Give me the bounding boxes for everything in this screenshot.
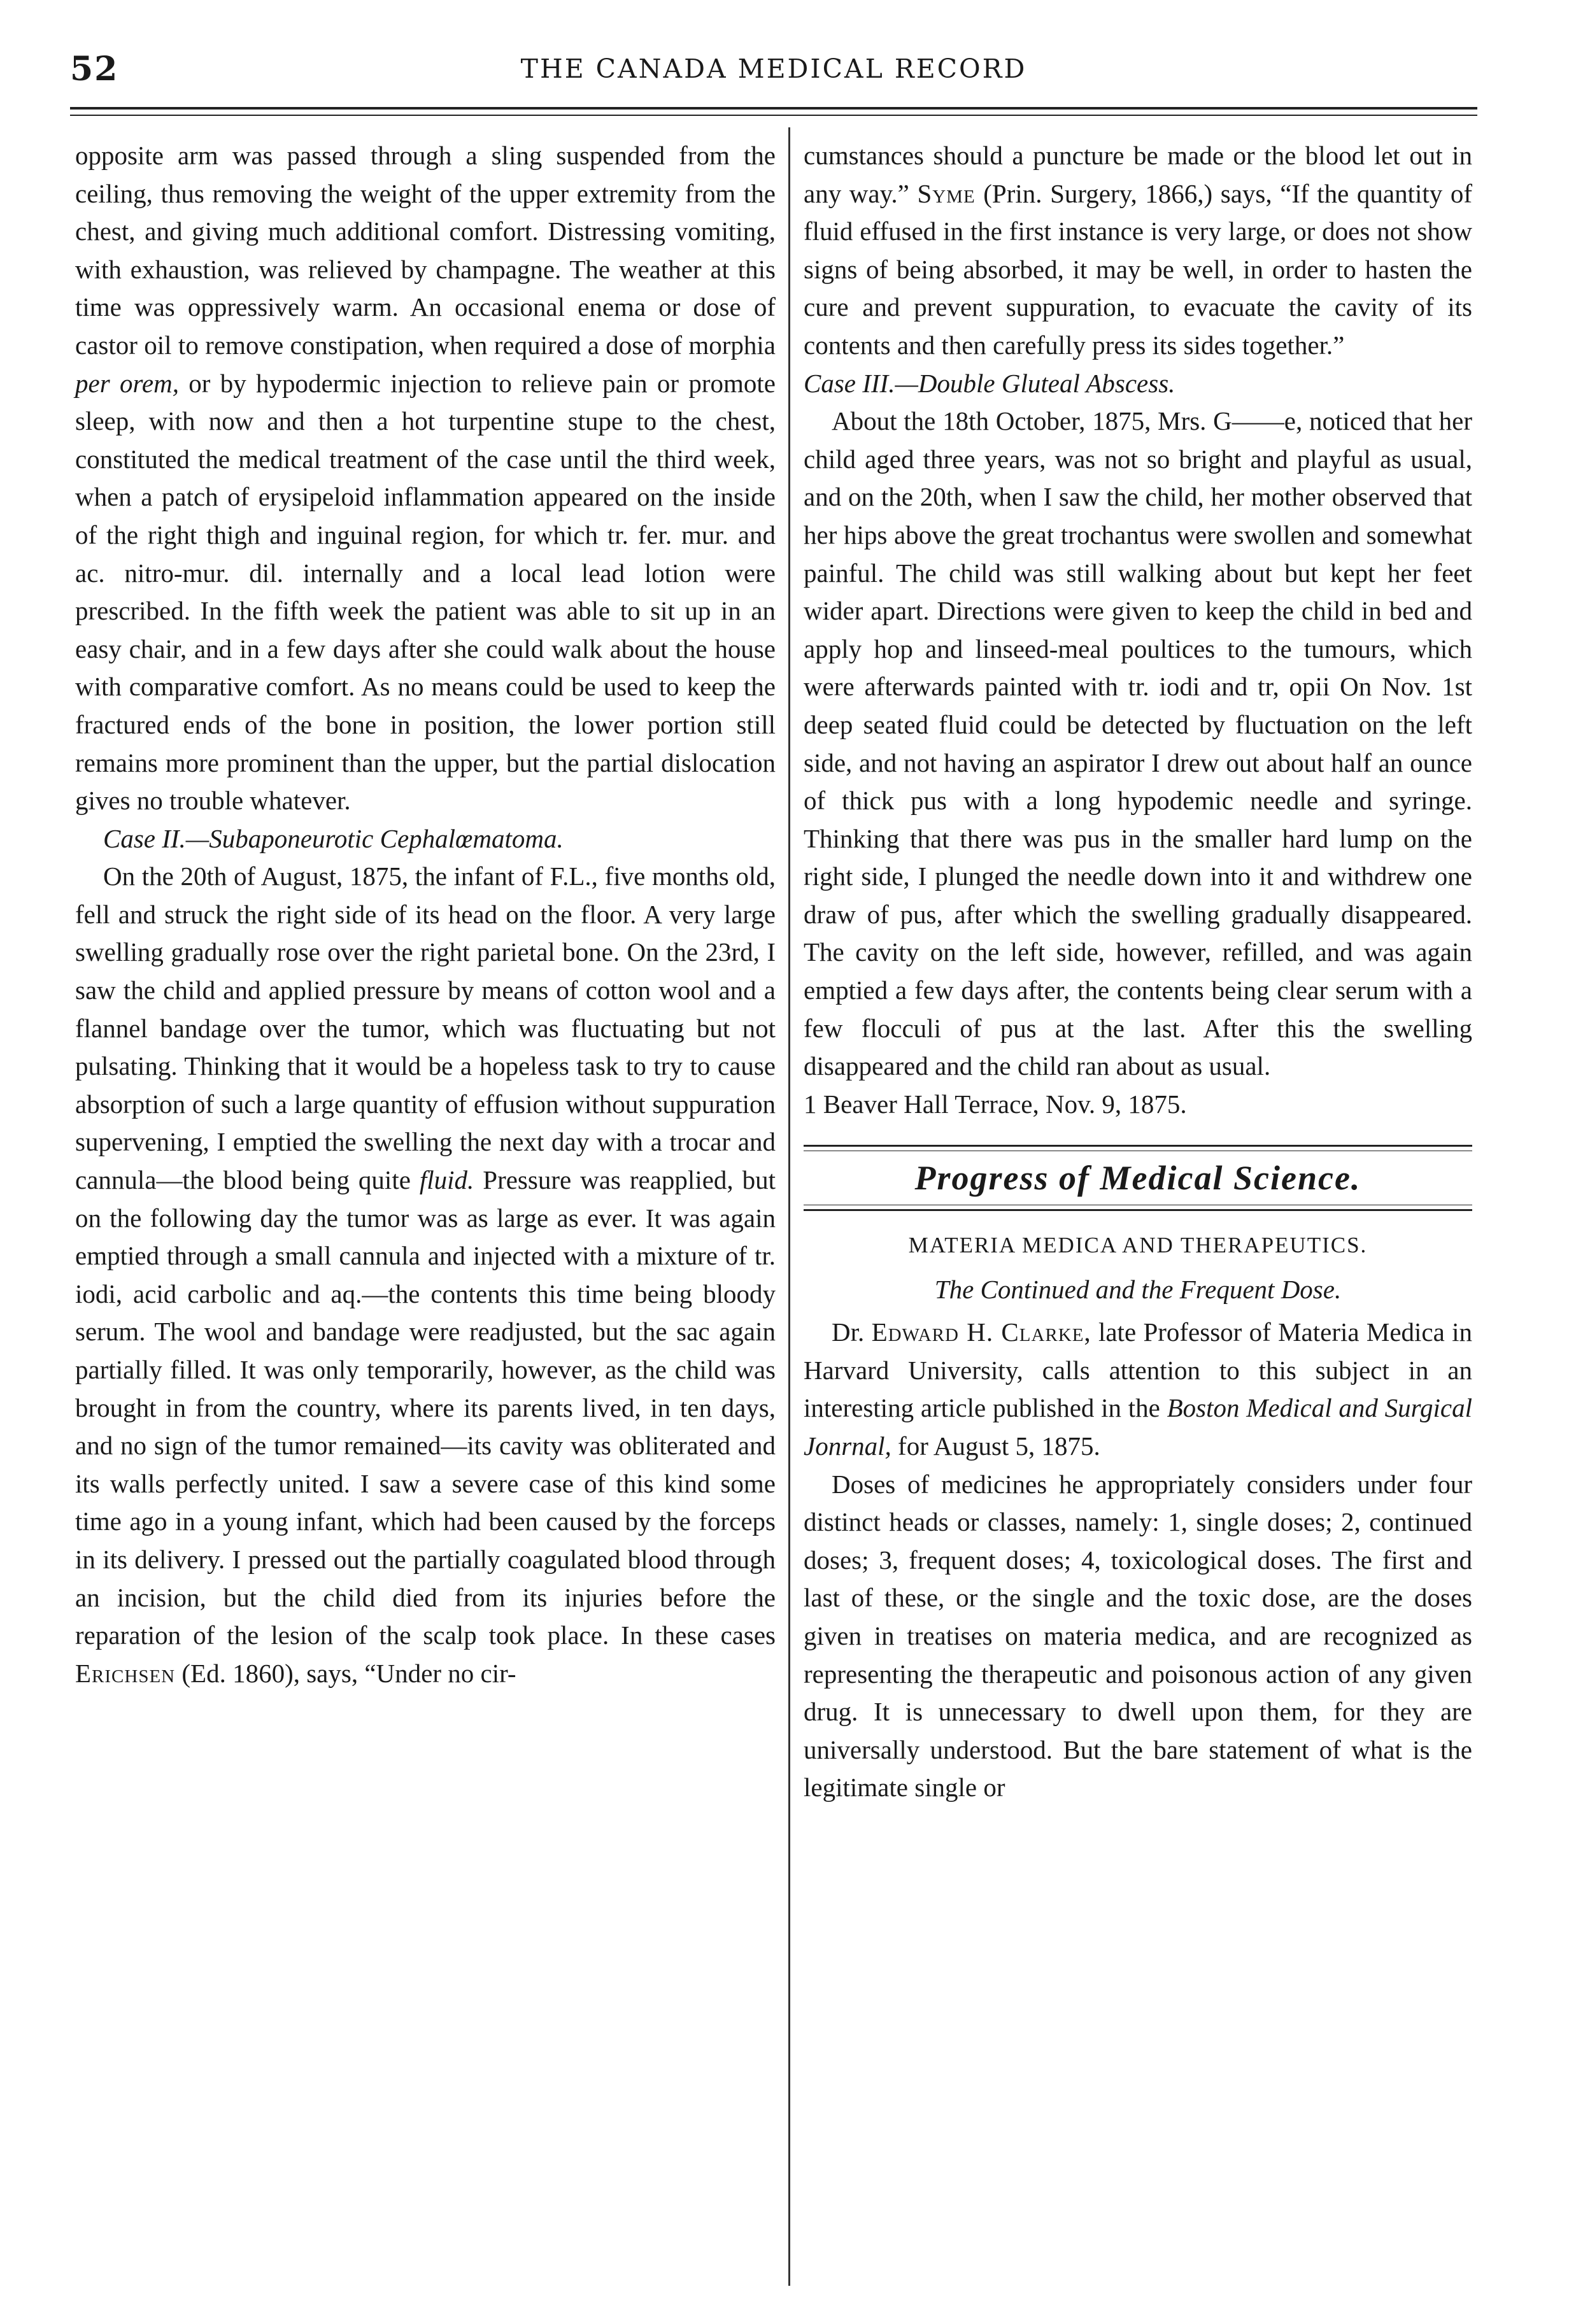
journal-title: THE CANADA MEDICAL RECORD: [520, 53, 1027, 84]
paragraph: About the 18th October, 1875, Mrs. G——e, noticed that her child aged three years, was not so bright and playful as usual, and on the 20th, when I saw the child, her mother observed that her hips above the great trochantus were swollen and somewhat painful. The child was still walking about but kept her feet wider apart. Directions were given to keep the child in bed and apply hop and linseed-meal poultices to the tumours, which were afterwards painted with tr. iodi and tr, opii On Nov. 1st deep seated fluid could be detected by fluctuation on the left side, and not having an aspirator I drew out about half an ounce of thick pus with a long hypodemic needle and syringe. Thinking that there was pus in the smaller hard lump on the right side, I plunged the needle down into it and withdrew one draw of pus, after which the swelling gradually disappeared. The cavity on the left side, however, refilled, and was again emptied a few days after, the contents being clear serum with a few flocculi of pus at the last. After this the swelling disappeared and the child ran about as usual.: [804, 406, 1472, 1081]
journal-name: Boston Medical and Surgical Jonrnal,: [804, 1393, 1473, 1461]
page-header: [70, 45, 1477, 96]
paragraph: [75, 137, 776, 820]
case-2-heading: Case II.—Subaponeurotic Cephalœmatoma.: [103, 823, 564, 853]
paragraph: [804, 1314, 1472, 1465]
author-name: Syme: [917, 178, 976, 208]
section-subheading: MATERIA MEDICA AND THERAPEUTICS.: [908, 1233, 1368, 1258]
column-divider: [788, 127, 790, 2286]
header-rule: [70, 107, 1477, 110]
text-run: late Professor of Materia Medica in Harvard University, calls attention to this subject in an interesting article published in the: [804, 1317, 1472, 1423]
text-run: cumstances should a puncture be made or the blood let out in any way.”: [804, 141, 1472, 208]
signoff: 1 Beaver Hall Terrace, Nov. 9, 1875.: [804, 1089, 1187, 1119]
paragraph: [75, 858, 776, 1692]
article-title: The Continued and the Frequent Dose.: [934, 1274, 1342, 1304]
left-column: [75, 137, 776, 1692]
right-column: [804, 137, 1472, 1807]
text-run: (Ed. 1860), says, “Under no cir-: [181, 1658, 516, 1688]
author-name: Erichsen: [75, 1658, 176, 1688]
paragraph: [804, 137, 1472, 365]
text-run: or by hypodermic injection to relieve pain or promote sleep, with now and then a hot turpentine stupe to the chest, constituted the medical treatment of the case until the third week, when a patch of erysipeloid inflammation appeared on the inside of the right thigh and inguinal region, for which tr. fer. mur. and ac. nitro-mur. dil. internally and a local lead lotion were prescribed. In the fifth week the patient was able to sit up in an easy chair, and in a few days after she could walk about the house with comparative comfort. As no means could be used to keep the fractured ends of the bone in position, the lower portion still remains more prominent than the upper, but the partial dislocation gives no trouble whatever.: [75, 368, 776, 816]
emphasis: fluid.: [419, 1165, 474, 1195]
text-run: opposite arm was passed through a sling suspended from the ceiling, thus removing the weight of the upper extremity from the chest, and giving much additional comfort. Distressing vomiting, with exhaustion, was relieved by champagne. The weather at this time was oppressively warm. An occasional enema or dose of castor oil to remove constipation, when required a dose of morphia: [75, 141, 776, 360]
section-banner: [804, 1145, 1472, 1211]
section-title: Progress of Medical Science.: [914, 1159, 1361, 1198]
text-run: Pressure was reapplied, but on the following day the tumor was as large as ever. It was again emptied through a small cannula and injected with a mixture of tr. iodi, acid carbolic and aq.—the contents this time being bloody serum. The wool and bandage were readjusted, but the sac again partially filled. It was only temporarily, however, as the child was brought in from the country, where its parents lived, in ten days, and no sign of the tumor remained—its cavity was obliterated and its walls perfectly united. I saw a severe case of this kind some time ago in a young infant, which had been caused by the forceps in its delivery. I pressed out the partially coagulated blood through an incision, but the child died from its injuries before the reparation of the lesion of the scalp took place. In these cases: [75, 1165, 776, 1650]
paragraph: Doses of medicines he appropriately considers under four distinct heads or classes, namely: 1, single doses; 2, continued doses; 3, frequent doses; 4, toxicological doses. The first and last of these, or the single and the toxic dose, are the doses given in treatises on materia medica, and are recognized as representing the therapeutic and poisonous action of any given drug. It is unnecessary to dwell upon them, for they are universally understood. But the bare statement of what is the legitimate single or: [804, 1469, 1472, 1803]
author-name: Edward H. Clarke,: [871, 1317, 1091, 1347]
header-rule-thin: [70, 115, 1477, 116]
case-3-heading: Case III.—Double Gluteal Abscess.: [804, 368, 1175, 398]
emphasis: per orem,: [75, 368, 179, 398]
text-run: Dr.: [832, 1317, 865, 1347]
text-run: for August 5, 1875.: [898, 1431, 1100, 1461]
text-run: (Prin. Surgery, 1866,) says, “If the quantity of fluid effused in the first instance is very large, or does not show signs of being absorbed, it may be well, in order to hasten the cure and prevent suppuration, to evacuate the cavity of its contents and then carefully press its sides together.”: [804, 178, 1473, 360]
text-run: On the 20th of August, 1875, the infant of F.L., five months old, fell and struck the right side of its head on the floor. A very large swelling gradually rose over the right parietal bone. On the 23rd, I saw the child and applied pressure by means of cotton wool and a flannel bandage over the tumor, which was fluctuating but not pulsating. Thinking that it would be a hopeless task to try to cause absorption of such a large quantity of effusion without suppuration supervening, I emptied the swelling the next day with a trocar and cannula—the blood being quite: [75, 861, 776, 1195]
page-number: 52: [70, 50, 119, 89]
